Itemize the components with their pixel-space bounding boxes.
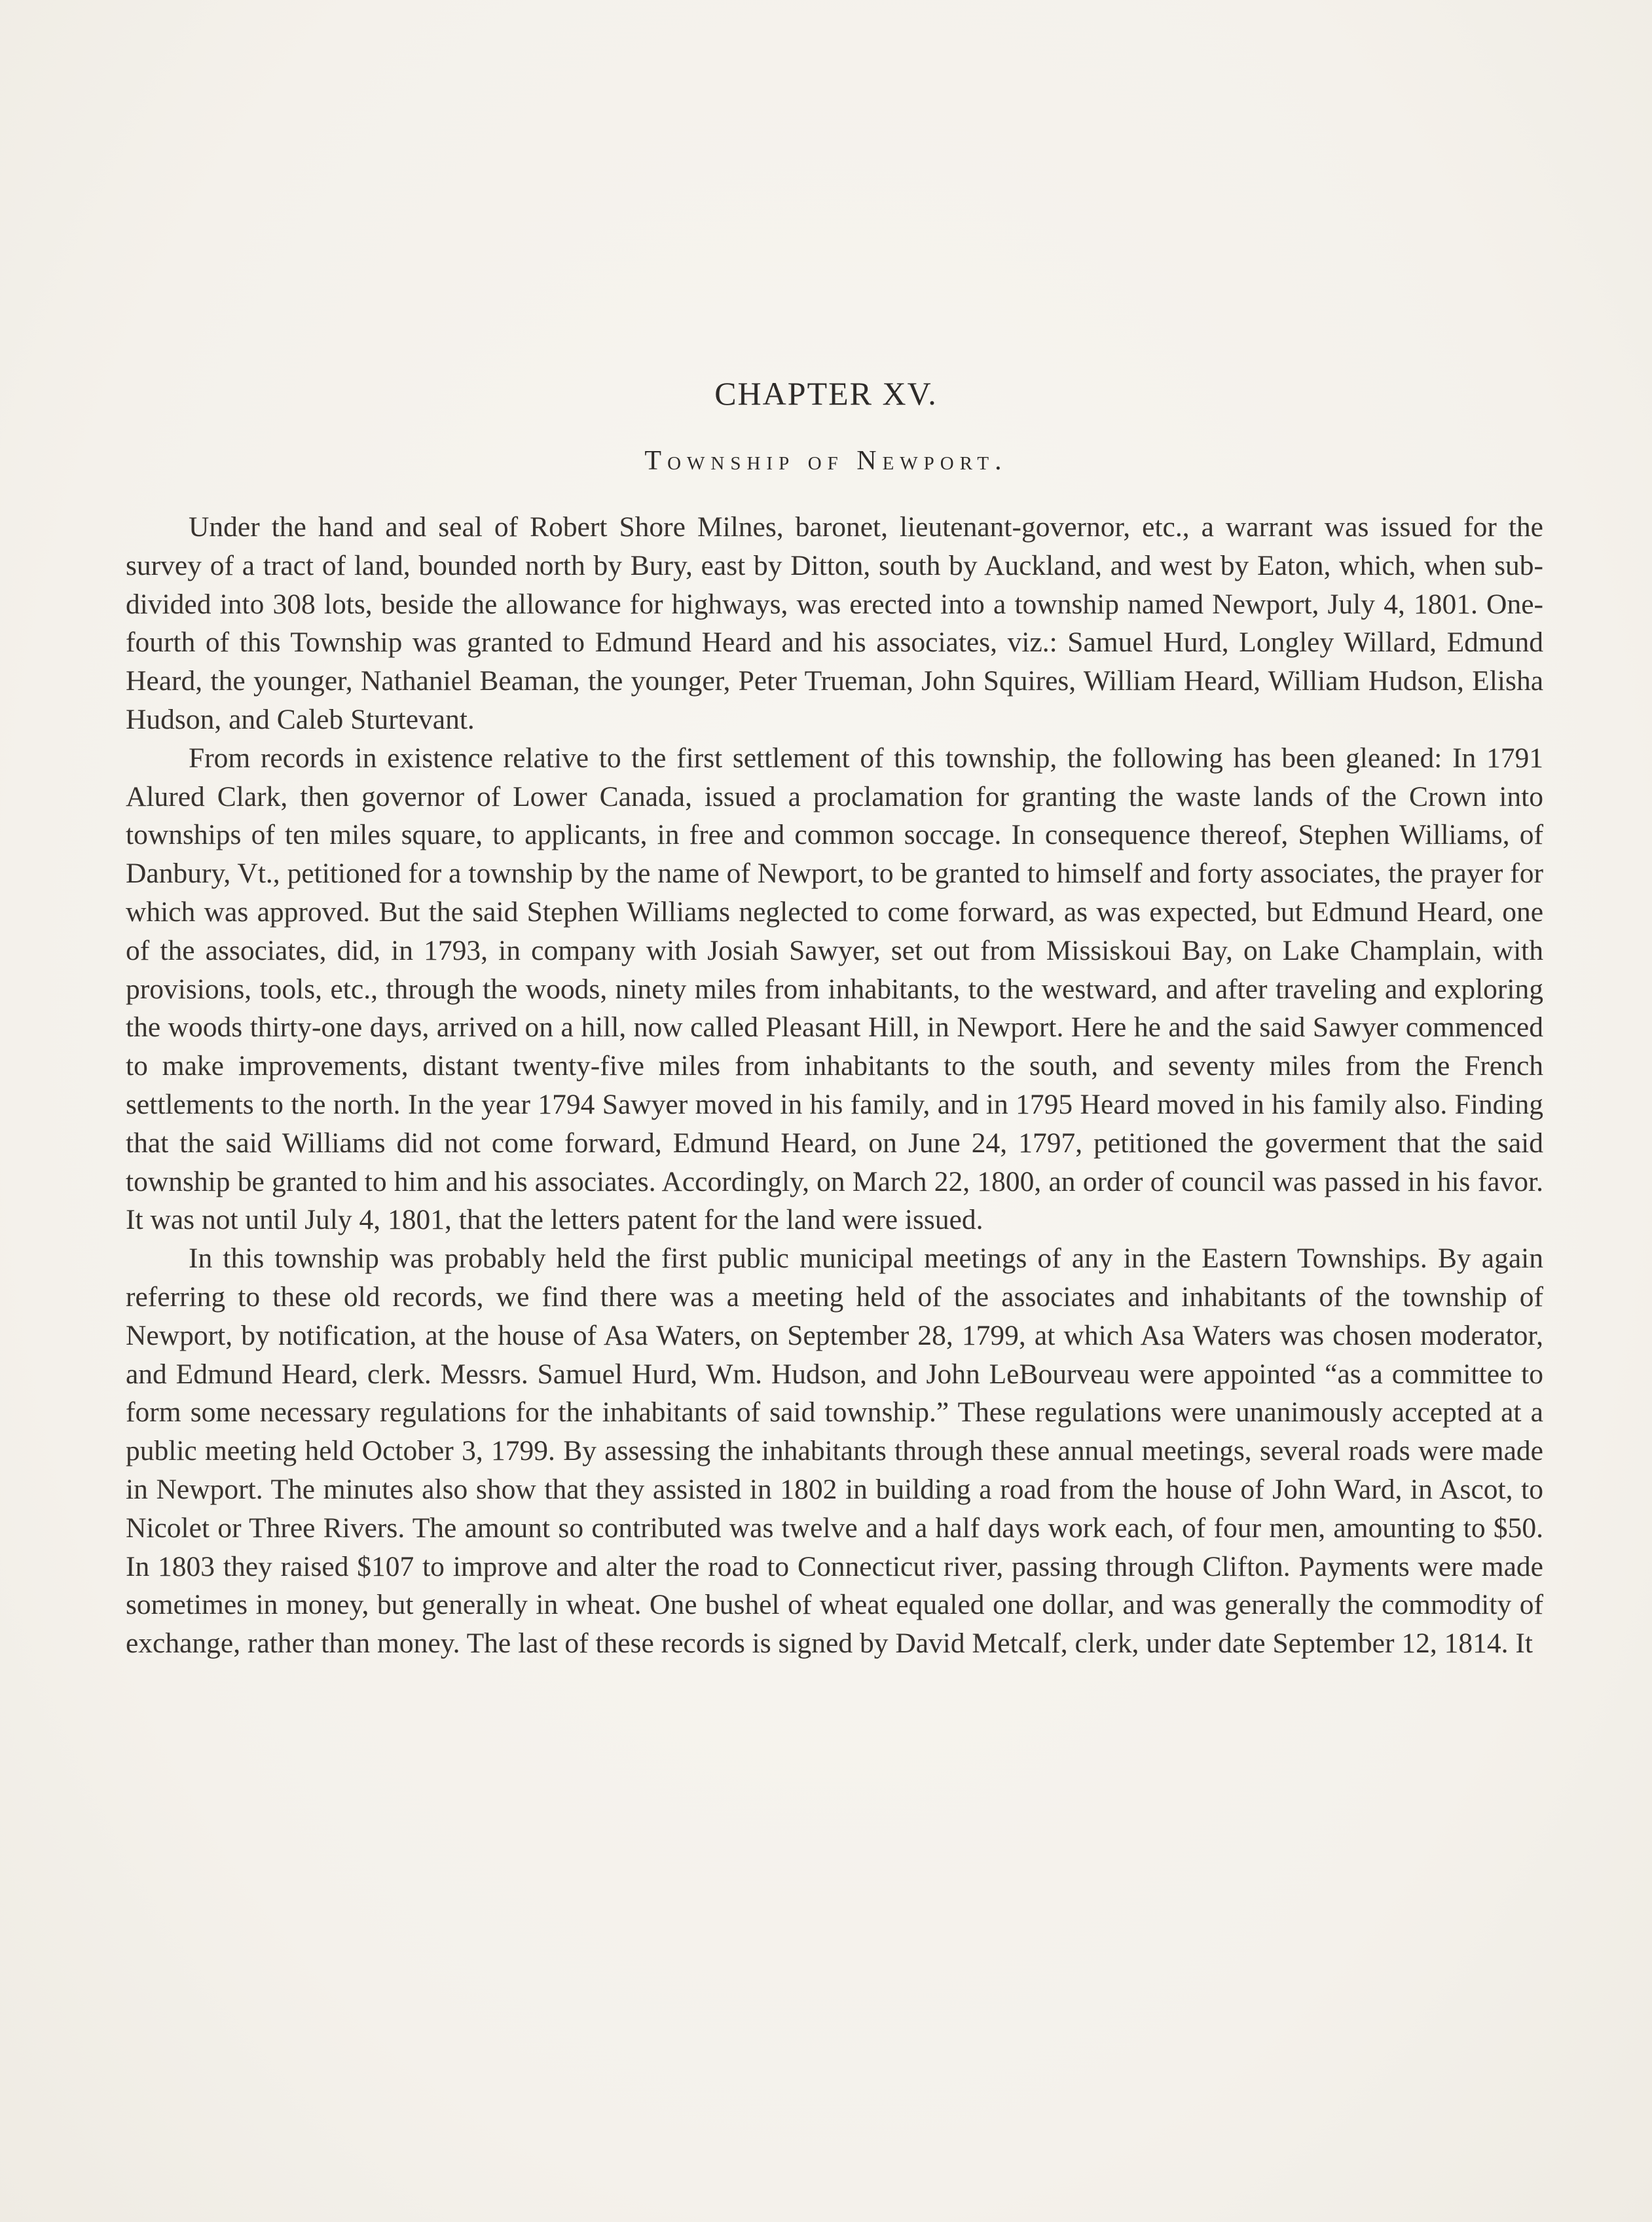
section-heading: Township of Newport. xyxy=(644,446,1008,476)
paragraph: In this township was probably held the first public municipal meetings of any in the Eastern Townships. By again referring to these old records, we find there was a meeting held of the associates and inhabitants of the township of Newport, by notification, at the house of Asa Waters, on September 28, 1799, at which Asa Waters was chosen moderator, and Edmund Heard, clerk. Messrs. Samuel Hurd, Wm. Hudson, and John LeBourveau were appointed “as a committee to form some necessary regulations for the inhabitants of said township.” These regulations were unanimously accepted at a public meeting held October 3, 1799. By assessing the inhabitants through these annual meetings, several roads were made in Newport. The minutes also show that they assisted in 1802 in building a road from the house of John Ward, in Ascot, to Nicolet or Three Rivers. The amount so contributed was twelve and a half days work each, of four men, amounting to $50. In 1803 they raised $107 to improve and alter the road to Connecticut river, passing through Clifton. Payments were made sometimes in money, but generally in wheat. One bushel of wheat equaled one dollar, and was generally the commodity of exchange, rather than money. The last of these records is signed by David Metcalf, clerk, under date September 12, 1814. It xyxy=(126,1243,1543,1660)
body-text xyxy=(126,508,1543,1663)
paragraph: Under the hand and seal of Robert Shore Milnes, baronet, lieutenant-governor, etc., a warrant was issued for the survey of a tract of land, bounded north by Bury, east by Ditton, south by Auckland, and west by Eaton, which, when sub-divided into 308 lots, beside the allowance for highways, was erected into a township named Newport, July 4, 1801. One-fourth of this Township was granted to Edmund Heard and his associates, viz.: Samuel Hurd, Longley Willard, Edmund Heard, the younger, Nathaniel Beaman, the younger, Peter Trueman, John Squires, William Heard, William Hudson, Elisha Hudson, and Caleb Sturtevant. xyxy=(126,511,1543,735)
paragraph: From records in existence relative to the first settlement of this township, the following has been gleaned: In 1791 Alured Clark, then governor of Lower Canada, issued a proclamation for granting the waste lands of the Crown into townships of ten miles square, to applicants, in free and common soccage. In consequence thereof, Stephen Williams, of Danbury, Vt., petitioned for a township by the name of Newport, to be granted to himself and forty associates, the prayer for which was approved. But the said Stephen Williams neglected to come forward, as was expected, but Edmund Heard, one of the associates, did, in 1793, in company with Josiah Sawyer, set out from Missiskoui Bay, on Lake Champlain, with provisions, tools, etc., through the woods, ninety miles from inhabitants, to the westward, and after traveling and exploring the woods thirty-one days, arrived on a hill, now called Pleasant Hill, in Newport. Here he and the said Sawyer commenced to make improvements, distant twenty-five miles from inhabitants to the south, and seventy miles from the French settlements to the north. In the year 1794 Sawyer moved in his family, and in 1795 Heard moved in his family also. Finding that the said Williams did not come forward, Edmund Heard, on June 24, 1797, petitioned the goverment that the said township be granted to him and his associates. Accordingly, on March 22, 1800, an order of council was passed in his favor. It was not until July 4, 1801, that the letters patent for the land were issued. xyxy=(126,742,1543,1236)
chapter-heading: CHAPTER XV. xyxy=(714,375,938,412)
